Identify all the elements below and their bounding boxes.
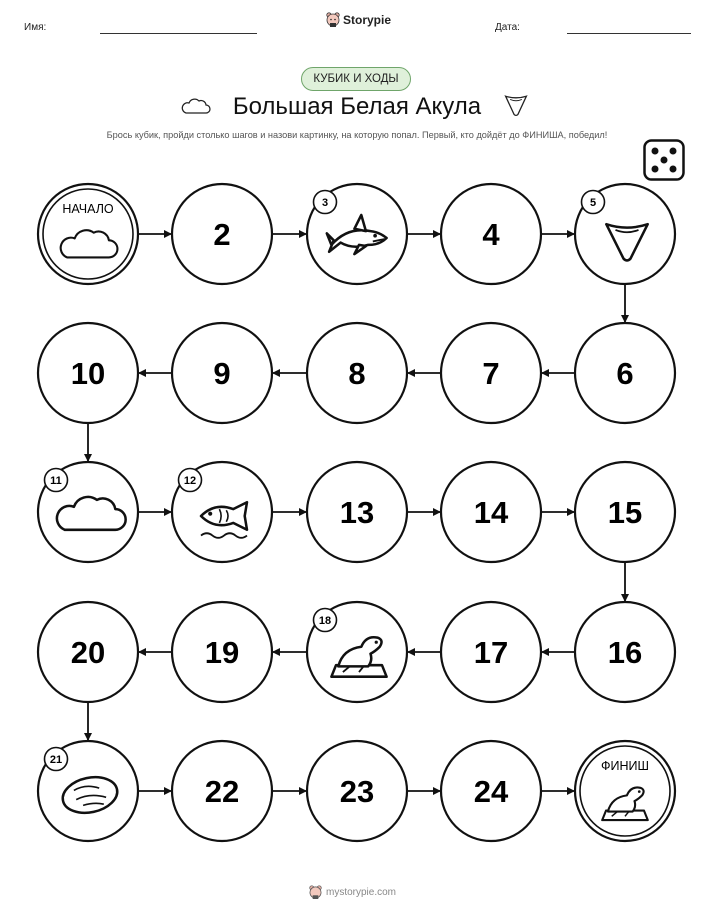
- board-space-22[interactable]: [172, 741, 272, 841]
- board-space-12[interactable]: [172, 462, 272, 562]
- space-number-badge: 12: [183, 475, 197, 487]
- board-space-18[interactable]: [307, 602, 407, 702]
- board-space-8[interactable]: [307, 323, 407, 423]
- board-space-4[interactable]: [441, 184, 541, 284]
- space-number-badge: 18: [318, 615, 332, 627]
- board-space-11[interactable]: [38, 462, 138, 562]
- board-space-21[interactable]: [38, 741, 138, 841]
- space-number: 2: [213, 217, 231, 252]
- space-number: 19: [204, 635, 240, 670]
- footer: [309, 885, 396, 900]
- space-number-badge: 21: [49, 754, 63, 766]
- space-number: 10: [70, 356, 106, 391]
- board-space-3[interactable]: [307, 184, 407, 284]
- board-space-23[interactable]: [307, 741, 407, 841]
- board-space-15[interactable]: [575, 462, 675, 562]
- space-number: 6: [616, 356, 634, 391]
- board-space-17[interactable]: [441, 602, 541, 702]
- board-space-13[interactable]: [307, 462, 407, 562]
- start-label: НАЧАЛО: [62, 202, 114, 216]
- space-number: 7: [482, 356, 500, 391]
- space-number: 20: [70, 635, 106, 670]
- space-number: 8: [348, 356, 366, 391]
- space-number-badge: 11: [50, 475, 62, 487]
- board-space-25[interactable]: [575, 741, 675, 841]
- space-number: 24: [473, 774, 509, 809]
- board-space-6[interactable]: [575, 323, 675, 423]
- board-space-7[interactable]: [441, 323, 541, 423]
- space-number: 4: [482, 217, 500, 252]
- instructions: Брось кубик, пройди столько шагов и назови картинку, на которую попал. Первый, кто дойдёт до ФИНИША, победил!: [106, 130, 608, 140]
- footer-url: mystorypie.com: [326, 887, 397, 898]
- space-number: 17: [473, 635, 509, 670]
- space-number: 16: [607, 635, 643, 670]
- board-space-16[interactable]: [575, 602, 675, 702]
- activity-badge: КУБИК И ХОДЫ: [301, 67, 411, 91]
- board-space-5[interactable]: [575, 184, 675, 284]
- name-label: Имя:: [24, 22, 47, 33]
- space-number-badge: 5: [589, 197, 597, 209]
- bear-icon: [309, 885, 322, 900]
- finish-label: ФИНИШ: [601, 759, 649, 773]
- space-number: 23: [339, 774, 375, 809]
- space-number: 14: [473, 495, 509, 530]
- space-number: 13: [339, 495, 375, 530]
- date-label: Дата:: [495, 22, 520, 33]
- board-space-20[interactable]: [38, 602, 138, 702]
- brand-name: Storypie: [343, 13, 392, 27]
- space-number-badge: 3: [321, 197, 329, 209]
- board-space-19[interactable]: [172, 602, 272, 702]
- board-space-14[interactable]: [441, 462, 541, 562]
- space-number: 22: [204, 774, 240, 809]
- space-number: 9: [213, 356, 231, 391]
- space-number: 15: [607, 495, 643, 530]
- page-title: Большая Белая Акула: [232, 93, 482, 120]
- board-space-1[interactable]: [38, 184, 138, 284]
- board-space-2[interactable]: [172, 184, 272, 284]
- board-space-9[interactable]: [172, 323, 272, 423]
- board-space-10[interactable]: [38, 323, 138, 423]
- board-space-24[interactable]: [441, 741, 541, 841]
